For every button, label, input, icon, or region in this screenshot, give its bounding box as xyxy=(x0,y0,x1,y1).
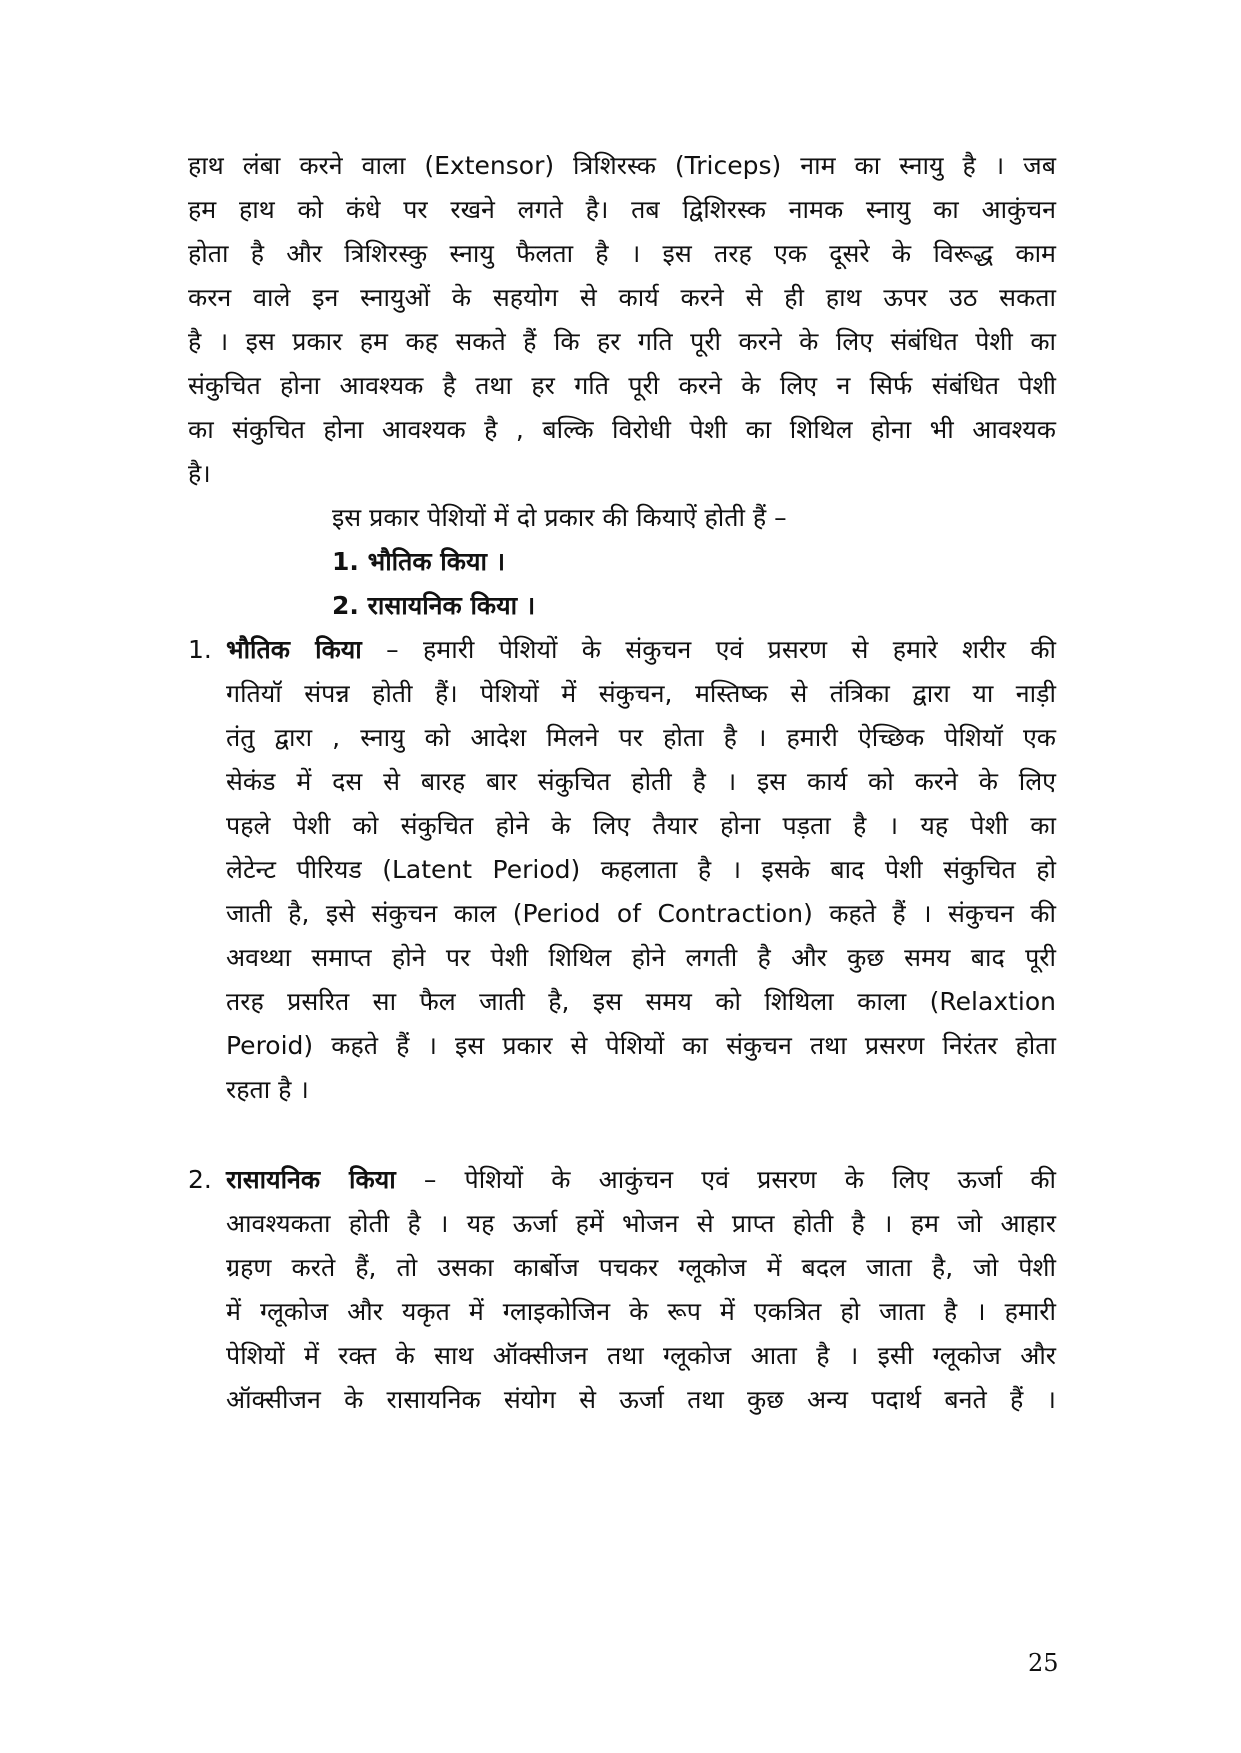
page-number: 25 xyxy=(1028,1649,1059,1677)
section-heading: भौतिक किया xyxy=(226,635,362,664)
intro-line: हम हाथ को कंधे पर रखने लगते है। तब द्विशिरस्क नामक स्नायु का आकुंचन xyxy=(188,195,1056,224)
section-first-line xyxy=(226,1160,1056,1200)
section-line: ग्रहण करते हैं, तो उसका कार्बोज पचकर ग्लूकोज में बदल जाता है, जो पेशी xyxy=(226,1253,1056,1282)
section-line: पेशियों में रक्त के साथ ऑक्सीजन तथा ग्लूकोज आता है । इसी ग्लूकोज और xyxy=(226,1341,1056,1370)
types-intro: इस प्रकार पेशियों में दो प्रकार की कियाऐं होती हैं – xyxy=(332,503,787,532)
intro-line: है। xyxy=(188,459,211,488)
section-first-line xyxy=(226,630,1056,670)
section-line: Peroid) कहते हैं । इस प्रकार से पेशियों का संकुचन तथा प्रसरण निरंतर होता xyxy=(226,1031,1056,1060)
intro-line: हाथ लंबा करने वाला (Extensor) त्रिशिरस्क (Triceps) नाम का स्नायु है । जब xyxy=(188,151,1056,180)
types-list-label: रासायनिक किया । xyxy=(367,591,536,620)
intro-line: संकुचित होना आवश्यक है तथा हर गति पूरी करने के लिए न सिर्फ संबंधित पेशी xyxy=(188,371,1056,400)
types-list-number: 2. xyxy=(332,591,359,620)
section-first-text: – हमारी पेशियों के संकुचन एवं प्रसरण से हमारे शरीर की xyxy=(361,635,1056,664)
section-line: सेकंड में दस से बारह बार संकुचित होती है । इस कार्य को करने के लिए xyxy=(226,767,1056,796)
section-line: अवथ्था समाप्त होने पर पेशी शिथिल होने लगती है और कुछ समय बाद पूरी xyxy=(226,943,1056,972)
types-list-item xyxy=(332,586,535,626)
types-list-number: 1. xyxy=(332,547,359,576)
section-first-text: – पेशियों के आकुंचन एवं प्रसरण के लिए ऊर्जा की xyxy=(395,1165,1056,1194)
section-line: ऑक्सीजन के रासायनिक संयोग से ऊर्जा तथा कुछ अन्य पदार्थ बनते हैं । xyxy=(226,1385,1056,1414)
intro-line: है । इस प्रकार हम कह सकते हैं कि हर गति पूरी करने के लिए संबंधित पेशी का xyxy=(188,327,1056,356)
section-heading: रासायनिक किया xyxy=(226,1165,396,1194)
section-number: 1. xyxy=(188,635,212,664)
section-line: गतियॉ संपन्न होती हैं। पेशियों में संकुचन, मस्तिष्क से तंत्रिका द्वारा या नाड़ी xyxy=(226,679,1056,708)
section-line: रहता है । xyxy=(226,1075,309,1104)
section-number: 2. xyxy=(188,1165,212,1194)
intro-line: होता है और त्रिशिरस्कु स्नायु फैलता है । इस तरह एक दूसरे के विरूद्ध काम xyxy=(188,239,1056,268)
section-line: पहले पेशी को संकुचित होने के लिए तैयार होना पड़ता है । यह पेशी का xyxy=(226,811,1056,840)
section-line: तंतु द्वारा , स्नायु को आदेश मिलने पर होता है । हमारी ऐच्छिक पेशियॉ एक xyxy=(226,723,1056,752)
section-line: तरह प्रसरित सा फैल जाती है, इस समय को शिथिला काला (Relaxtion xyxy=(226,987,1056,1016)
section-line: जाती है, इसे संकुचन काल (Period of Contraction) कहते हैं । संकुचन की xyxy=(226,899,1056,928)
types-list-item xyxy=(332,542,505,582)
section-line: आवश्यकता होती है । यह ऊर्जा हमें भोजन से प्राप्त होती है । हम जो आहार xyxy=(226,1209,1056,1238)
intro-line: करन वाले इन स्नायुओं के सहयोग से कार्य करने से ही हाथ ऊपर उठ सकता xyxy=(188,283,1056,312)
section-line: लेटेन्ट पीरियड (Latent Period) कहलाता है । इसके बाद पेशी संकुचित हो xyxy=(226,855,1056,884)
types-list-label: भौतिक किया । xyxy=(367,547,506,576)
intro-line: का संकुचित होना आवश्यक है , बल्कि विरोधी पेशी का शिथिल होना भी आवश्यक xyxy=(188,415,1056,444)
section-line: में ग्लूकोज और यकृत में ग्लाइकोजिन के रूप में एकत्रित हो जाता है । हमारी xyxy=(226,1297,1056,1326)
